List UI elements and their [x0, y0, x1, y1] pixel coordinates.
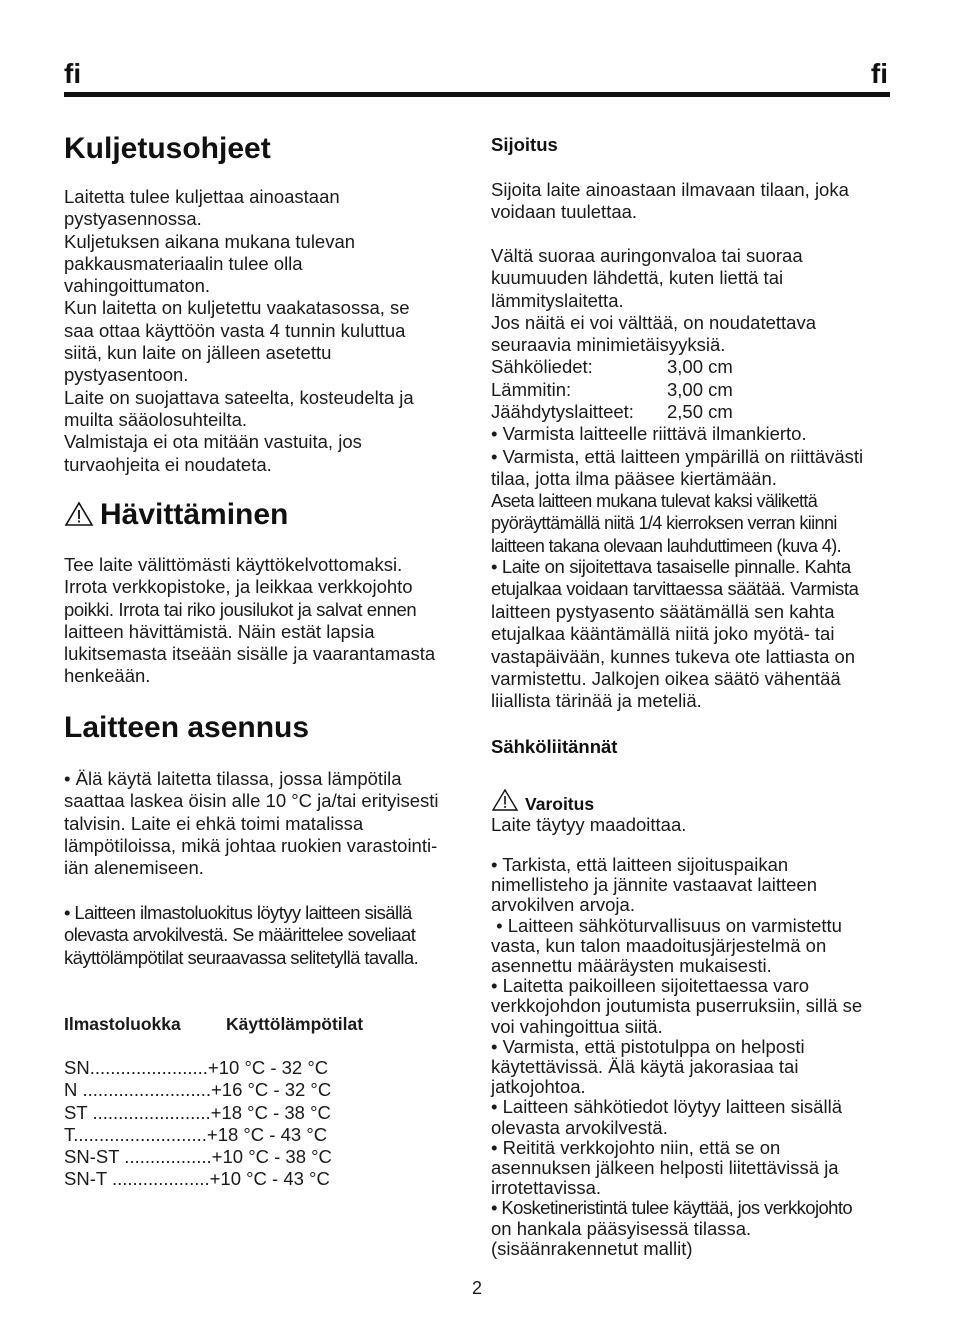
placement-para-1	[491, 179, 849, 224]
text-line: lukitsemasta itseään sisälle ja vaarantamasta	[64, 643, 436, 665]
table-row: N .........................+16 °C - 32 °C	[64, 1079, 332, 1101]
text-line: vastapäivään, kunnes tukeva ote lattiasta on	[491, 645, 856, 667]
text-line: Tee laite välittömästi käyttökelvottomaksi.	[64, 554, 403, 575]
text-line: käyttölämpötilat seuraavassa selitetyllä tavalla.	[64, 946, 419, 968]
text-line: • Laitteen sähköturvallisuus on varmistettu	[491, 914, 842, 936]
climate-table-rows	[64, 1057, 332, 1191]
table-row: SN.......................+10 °C - 32 °C	[64, 1057, 329, 1078]
spacer-instructions	[491, 490, 841, 557]
text-line: saattaa laskea öisin alle 10 °C ja/tai erityisesti	[64, 790, 439, 812]
text-line: talvisin. Laite ei ehkä toimi matalissa	[64, 812, 364, 834]
table-row: SN-ST .................+10 °C - 38 °C	[64, 1146, 332, 1168]
distance-value: 2,50 cm	[667, 401, 733, 423]
transport-heading: Kuljetusohjeet	[64, 132, 271, 165]
text-line: nimellisteho ja jännite vastaavat laitteen	[491, 874, 817, 896]
text-line: liiallista tärinää ja meteliä.	[491, 690, 702, 712]
table-row: SN-T ...................+10 °C - 43 °C	[64, 1168, 330, 1190]
climate-class-header: Ilmastoluokka	[64, 1014, 181, 1034]
text-line: • Varmista, että laitteen ympärillä on riittävästi	[491, 445, 864, 467]
text-line: irrotettavissa.	[491, 1177, 602, 1199]
warning-heading	[491, 788, 594, 815]
text-line: arvokilven arvoja.	[491, 894, 635, 916]
text-line: Sijoita laite ainoastaan ilmavaan tilaan, joka	[491, 179, 849, 200]
text-line: Jos näitä ei voi välttää, on noudatettava	[491, 311, 816, 333]
text-line: pakkausmateriaalin tulee olla	[64, 252, 303, 274]
text-line: asennuksen jälkeen helposti liitettävissä ja	[491, 1157, 839, 1179]
leveling-instructions-a	[491, 556, 859, 601]
disposal-heading	[64, 498, 288, 532]
text-line: Valmistaja ei ota mitään vastuita, jos	[64, 431, 362, 453]
text-line: etujalkaa kääntämällä niitä joko myötä- tai	[491, 623, 835, 645]
distance-value: 3,00 cm	[667, 378, 733, 400]
text-line: • Laitetta paikoilleen sijoitettaessa varo	[491, 975, 810, 997]
text-line: pystyasentoon.	[64, 364, 189, 386]
text-line: pystyasennossa.	[64, 208, 202, 230]
text-line: tilaa, jotta ilma pääsee kiertämään.	[491, 467, 777, 489]
installation-para-2	[64, 902, 418, 969]
text-line: laitteen pystyasento säätämällä sen kahta	[491, 601, 835, 622]
text-line: siitä, kun laite on jälleen asetettu	[64, 342, 332, 364]
placement-para-2	[491, 245, 863, 490]
distance-row-coolers	[491, 401, 863, 423]
distance-row-stoves	[491, 356, 863, 378]
text-line: Laitetta tulee kuljettaa ainoastaan	[64, 186, 340, 207]
text-line: Vältä suoraa auringonvaloa tai suoraa	[491, 245, 803, 266]
text-line: • Älä käytä laitetta tilassa, jossa lämpötila	[64, 768, 402, 789]
text-line: verkkojohdon joutumista puserruksiin, sillä se	[491, 995, 863, 1017]
text-line: lämpötiloissa, mikä johtaa ruokien varastointi-	[64, 834, 438, 856]
climate-table-header	[64, 1014, 363, 1035]
electrical-heading: Sähköliitännät	[491, 736, 618, 757]
text-line: pyöräyttämällä niitä 1/4 kierroksen verran kiinni	[491, 513, 837, 534]
text-line: voidaan tuulettaa.	[491, 201, 638, 223]
operating-temp-header: Käyttölämpötilat	[226, 1014, 364, 1034]
warning-triangle-icon	[64, 501, 94, 527]
text-line: • Kosketineristintä tulee käyttää, jos verkkojohto	[491, 1197, 853, 1219]
text-line: turvaohjeita ei noudateta.	[64, 453, 272, 475]
text-line: etujalkaa voidaan tarvittaessa säätää. Varmista	[491, 578, 859, 600]
language-code-right: fi	[870, 58, 888, 89]
text-line: • Laitteen sähkötiedot löytyy laitteen sisällä	[491, 1096, 842, 1118]
text-line: • Laitteen ilmastoluokitus löytyy laitteen sisällä	[64, 902, 412, 923]
warning-title: Varoitus	[525, 794, 595, 814]
text-line: laitteen hävittämistä. Näin estät lapsia	[64, 620, 375, 642]
text-line: (sisäänrakennetut mallit)	[491, 1237, 693, 1259]
text-line: • Tarkista, että laitteen sijoituspaikan	[491, 854, 789, 875]
distance-label: Sähköliedet:	[491, 356, 593, 378]
leveling-instructions-b	[491, 601, 855, 712]
warning-text: Laite täytyy maadoittaa.	[491, 814, 687, 835]
text-line: asennettu määräysten mukaisesti.	[491, 955, 772, 977]
text-line: kuumuuden lähdettä, kuten liettä tai	[491, 267, 784, 289]
text-line: vasta, kun talon maadoitusjärjestelmä on	[491, 934, 827, 956]
disposal-text	[64, 554, 435, 688]
page-number: 2	[471, 1278, 482, 1298]
text-line: henkeään.	[64, 665, 151, 687]
text-line: Laite on suojattava sateelta, kosteudelta ja	[64, 386, 414, 408]
text-line: on hankala pääsyisessä tilassa.	[491, 1217, 752, 1239]
text-line: poikki. Irrota tai riko jousilukot ja salvat ennen	[64, 598, 417, 620]
text-line: vahingoittumaton.	[64, 275, 211, 297]
text-line: olevasta arvokilvestä.	[491, 1116, 668, 1138]
placement-heading: Sijoitus	[491, 134, 558, 155]
header-rule	[64, 92, 890, 97]
electrical-bullets	[491, 855, 862, 1259]
text-line: Kuljetuksen aikana mukana tulevan	[64, 230, 356, 252]
text-line: iän alenemiseen.	[64, 857, 204, 879]
distance-label: Jäähdytyslaitteet:	[491, 401, 634, 423]
text-line: Irrota verkkopistoke, ja leikkaa verkkojohto	[64, 576, 413, 598]
warning-triangle-icon	[491, 788, 519, 812]
language-code-left: fi	[64, 58, 82, 89]
text-line: Kun laitetta on kuljetettu vaakatasossa, se	[64, 297, 410, 319]
installation-para-1	[64, 768, 439, 879]
text-line: • Varmista laitteelle riittävä ilmankierto.	[491, 423, 807, 445]
installation-heading: Laitteen asennus	[64, 711, 310, 744]
distance-label: Lämmitin:	[491, 378, 572, 400]
distance-value: 3,00 cm	[667, 356, 733, 378]
text-line: käytettävissä. Älä käytä jakorasiaa tai	[491, 1056, 799, 1078]
distance-row-heater	[491, 379, 863, 401]
disposal-title: Hävittäminen	[100, 498, 289, 531]
text-line: seuraavia minimietäisyyksiä.	[491, 334, 726, 356]
text-line: varmistettu. Jalkojen oikea säätö vähentää	[491, 667, 841, 689]
text-line: muilta sääolosuhteilta.	[64, 408, 248, 430]
text-line: saa ottaa käyttöön vasta 4 tunnin kuluttua	[64, 319, 406, 341]
text-line: • Varmista, että pistotulppa on helposti	[491, 1035, 805, 1057]
text-line: lämmityslaitetta.	[491, 289, 624, 311]
table-row: ST .......................+18 °C - 38 °C	[64, 1101, 331, 1123]
table-row: T..........................+18 °C - 43 °C	[64, 1123, 328, 1145]
text-line: olevasta arvokilvestä. Se määrittelee soveliaat	[64, 924, 416, 946]
text-line: laitteen takana olevaan lauhduttimeen (kuva 4).	[491, 535, 842, 556]
transport-text	[64, 186, 414, 476]
text-line: Aseta laitteen mukana tulevat kaksi välikettä	[491, 491, 818, 511]
text-line: jatkojohtoa.	[491, 1076, 586, 1098]
text-line: • Reititä verkkojohto niin, että se on	[491, 1136, 781, 1158]
text-line: voi vahingoittua siitä.	[491, 1015, 663, 1037]
text-line: • Laite on sijoitettava tasaiselle pinnalle. Kahta	[491, 556, 851, 577]
